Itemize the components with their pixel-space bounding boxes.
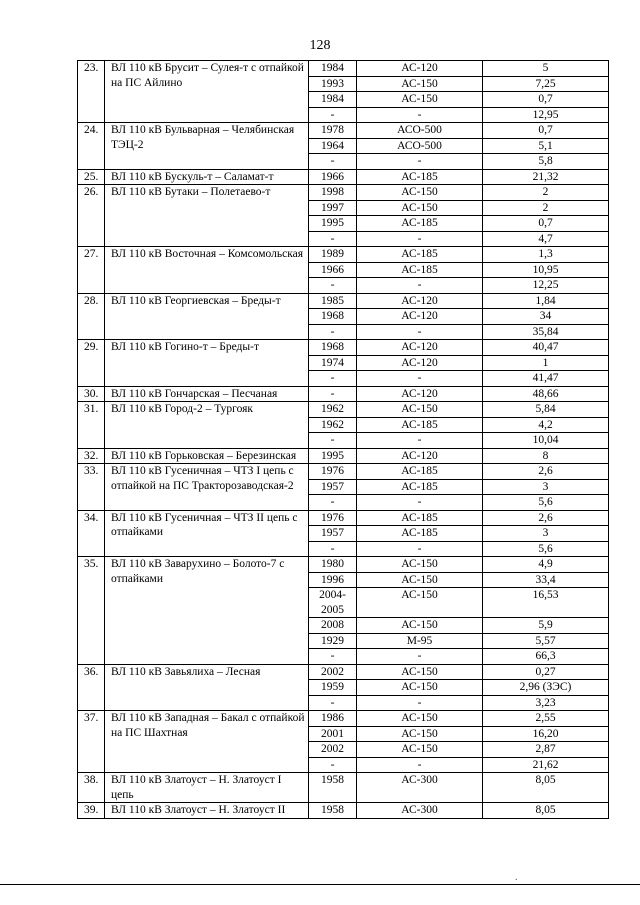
length-cell: 4,7 [483,231,609,247]
wire-cell: АС-300 [357,773,483,803]
length-cell: 1 [483,355,609,371]
wire-cell: АС-150 [357,711,483,727]
row-number: 33. [78,464,105,511]
wire-cell: АС-185 [357,417,483,433]
wire-cell: АС-120 [357,448,483,464]
row-number: 23. [78,61,105,123]
length-cell: 0,7 [483,123,609,139]
line-name: ВЛ 110 кВ Бутаки – Полетаево-т [105,185,309,247]
length-cell: 3 [483,479,609,495]
wire-cell: АС-120 [357,309,483,325]
page-number: 128 [309,38,331,53]
line-name: ВЛ 110 кВ Бульварная – Челябинская ТЭЦ-2 [105,123,309,170]
line-name: ВЛ 110 кВ Гусеничная – ЧТЗ II цепь с отпайками [105,510,309,557]
table-row [78,773,609,803]
length-cell: 4,9 [483,557,609,573]
length-cell: 2 [483,185,609,201]
year-cell: 1964 [309,138,357,154]
wire-cell: АСО-500 [357,123,483,139]
table-row [78,664,609,680]
row-number: 39. [78,803,105,819]
wire-cell: АС-150 [357,680,483,696]
year-cell: 1998 [309,185,357,201]
wire-cell: АС-120 [357,340,483,356]
length-cell: 10,95 [483,262,609,278]
year-cell: - [309,231,357,247]
year-cell: - [309,433,357,449]
line-name: ВЛ 110 кВ Георгиевская – Бреды-т [105,293,309,340]
wire-cell: АС-120 [357,386,483,402]
year-cell: 1962 [309,402,357,418]
length-cell: 10,04 [483,433,609,449]
table-row [78,557,609,573]
footer-mark: . [515,872,518,883]
year-cell: 1984 [309,61,357,77]
year-cell: 1968 [309,340,357,356]
line-name: ВЛ 110 кВ Гогино-т – Бреды-т [105,340,309,387]
year-cell: 1958 [309,803,357,819]
year-cell: - [309,107,357,123]
length-cell: 2 [483,200,609,216]
table-row [78,402,609,418]
row-number: 24. [78,123,105,170]
year-cell: - [309,649,357,665]
wire-cell: - [357,695,483,711]
row-number: 26. [78,185,105,247]
year-cell: 1958 [309,773,357,803]
line-name: ВЛ 110 кВ Западная – Бакал с отпайкой на ПС Шахтная [105,711,309,773]
line-name: ВЛ 110 кВ Завьялиха – Лесная [105,664,309,711]
table-row [78,510,609,526]
year-cell: 1995 [309,448,357,464]
year-cell: 1986 [309,711,357,727]
length-cell: 21,62 [483,757,609,773]
length-cell: 4,2 [483,417,609,433]
row-number: 31. [78,402,105,449]
table-row [78,464,609,480]
row-number: 36. [78,664,105,711]
length-cell: 2,55 [483,711,609,727]
wire-cell: - [357,231,483,247]
wire-cell: АС-185 [357,526,483,542]
wire-cell: АС-150 [357,200,483,216]
year-cell: 2002 [309,742,357,758]
length-cell: 3,23 [483,695,609,711]
line-name: ВЛ 110 кВ Бускуль-т – Саламат-т [105,169,309,185]
wire-cell: - [357,495,483,511]
wire-cell: - [357,154,483,170]
wire-cell: АС-150 [357,92,483,108]
wire-cell: АС-300 [357,803,483,819]
row-number: 35. [78,557,105,665]
line-name: ВЛ 110 кВ Горьковская – Березинская [105,448,309,464]
length-cell: 5,1 [483,138,609,154]
table-row [78,293,609,309]
length-cell: 3 [483,526,609,542]
length-cell: 5,57 [483,633,609,649]
line-name: ВЛ 110 кВ Заварухино – Болото-7 с отпайками [105,557,309,665]
wire-cell: - [357,324,483,340]
wire-cell: АС-120 [357,61,483,77]
wire-cell: АС-185 [357,216,483,232]
year-cell: 1968 [309,309,357,325]
year-cell: 1962 [309,417,357,433]
year-cell: 1989 [309,247,357,263]
line-name: ВЛ 110 кВ Город-2 – Тургояк [105,402,309,449]
table-row [78,185,609,201]
row-number: 32. [78,448,105,464]
line-name: ВЛ 110 кВ Златоуст – Н. Златоуст I цепь [105,773,309,803]
year-cell: 1997 [309,200,357,216]
line-name: ВЛ 110 кВ Гончарская – Песчаная [105,386,309,402]
length-cell: 8,05 [483,773,609,803]
length-cell: 5,6 [483,541,609,557]
year-cell: 1984 [309,92,357,108]
length-cell: 5,6 [483,495,609,511]
wire-cell: - [357,278,483,294]
row-number: 25. [78,169,105,185]
year-cell: 1959 [309,680,357,696]
length-cell: 1,84 [483,293,609,309]
wire-cell: АС-185 [357,479,483,495]
row-number: 27. [78,247,105,294]
wire-cell: - [357,371,483,387]
year-cell: 1929 [309,633,357,649]
length-cell: 48,66 [483,386,609,402]
year-cell: - [309,278,357,294]
wire-cell: - [357,757,483,773]
wire-cell: АС-150 [357,402,483,418]
year-cell: - [309,371,357,387]
wire-cell: АС-150 [357,76,483,92]
year-cell: 1976 [309,464,357,480]
wire-cell: АС-150 [357,572,483,588]
length-cell: 0,27 [483,664,609,680]
length-cell: 33,4 [483,572,609,588]
year-cell: - [309,324,357,340]
wire-cell: - [357,433,483,449]
length-cell: 16,20 [483,726,609,742]
wire-cell: АС-150 [357,185,483,201]
line-name: ВЛ 110 кВ Гусеничная – ЧТЗ I цепь с отпайкой на ПС Тракторозаводская-2 [105,464,309,511]
table-row [78,123,609,139]
year-cell: - [309,757,357,773]
year-cell: 1985 [309,293,357,309]
wire-cell: АС-185 [357,262,483,278]
table-row [78,61,609,77]
line-name: ВЛ 110 кВ Восточная – Комсомольская [105,247,309,294]
year-cell: - [309,695,357,711]
length-cell: 7,25 [483,76,609,92]
length-cell: 0,7 [483,216,609,232]
year-cell: 1966 [309,169,357,185]
length-cell: 0,7 [483,92,609,108]
year-cell: - [309,154,357,170]
row-number: 28. [78,293,105,340]
table-row [78,340,609,356]
line-name: ВЛ 110 кВ Брусит – Сулея-т с отпайкой на ПС Айлино [105,61,309,123]
length-cell: 41,47 [483,371,609,387]
length-cell: 2,6 [483,510,609,526]
length-cell: 8,05 [483,803,609,819]
wire-cell: АС-150 [357,588,483,618]
year-cell: 2008 [309,618,357,634]
year-cell: 1978 [309,123,357,139]
year-cell: 1957 [309,479,357,495]
row-number: 38. [78,773,105,803]
length-cell: 12,25 [483,278,609,294]
power-lines-table [77,60,609,819]
row-number: 34. [78,510,105,557]
table-row [78,247,609,263]
year-cell: 1966 [309,262,357,278]
wire-cell: АС-120 [357,355,483,371]
wire-cell: - [357,541,483,557]
table-row [78,448,609,464]
wire-cell: АС-185 [357,510,483,526]
length-cell: 1,3 [483,247,609,263]
line-name: ВЛ 110 кВ Златоуст – Н. Златоуст II [105,803,309,819]
footer-rule [0,884,640,885]
year-cell: - [309,386,357,402]
year-cell: 2004- 2005 [309,588,357,618]
length-cell: 21,32 [483,169,609,185]
wire-cell: АС-150 [357,742,483,758]
year-cell: 1974 [309,355,357,371]
year-cell: 2001 [309,726,357,742]
year-cell: 1996 [309,572,357,588]
length-cell: 12,95 [483,107,609,123]
year-cell: 1995 [309,216,357,232]
year-cell: 1980 [309,557,357,573]
length-cell: 5,9 [483,618,609,634]
length-cell: 35,84 [483,324,609,340]
length-cell: 2,6 [483,464,609,480]
length-cell: 66,3 [483,649,609,665]
wire-cell: АС-185 [357,464,483,480]
wire-cell: АС-150 [357,726,483,742]
wire-cell: АС-150 [357,557,483,573]
year-cell: - [309,495,357,511]
length-cell: 2,96 (ЗЭС) [483,680,609,696]
length-cell: 5,8 [483,154,609,170]
wire-cell: М-95 [357,633,483,649]
wire-cell: АС-185 [357,169,483,185]
wire-cell: АС-185 [357,247,483,263]
wire-cell: АСО-500 [357,138,483,154]
length-cell: 5,84 [483,402,609,418]
year-cell: 1976 [309,510,357,526]
wire-cell: АС-120 [357,293,483,309]
table-row [78,803,609,819]
year-cell: 2002 [309,664,357,680]
length-cell: 8 [483,448,609,464]
year-cell: - [309,541,357,557]
table-row [78,169,609,185]
year-cell: 1993 [309,76,357,92]
year-cell: 1957 [309,526,357,542]
row-number: 29. [78,340,105,387]
row-number: 30. [78,386,105,402]
wire-cell: АС-150 [357,618,483,634]
length-cell: 34 [483,309,609,325]
length-cell: 16,53 [483,588,609,618]
wire-cell: АС-150 [357,664,483,680]
wire-cell: - [357,649,483,665]
length-cell: 5 [483,61,609,77]
row-number: 37. [78,711,105,773]
wire-cell: - [357,107,483,123]
table-row [78,386,609,402]
table-row [78,711,609,727]
length-cell: 40,47 [483,340,609,356]
length-cell: 2,87 [483,742,609,758]
